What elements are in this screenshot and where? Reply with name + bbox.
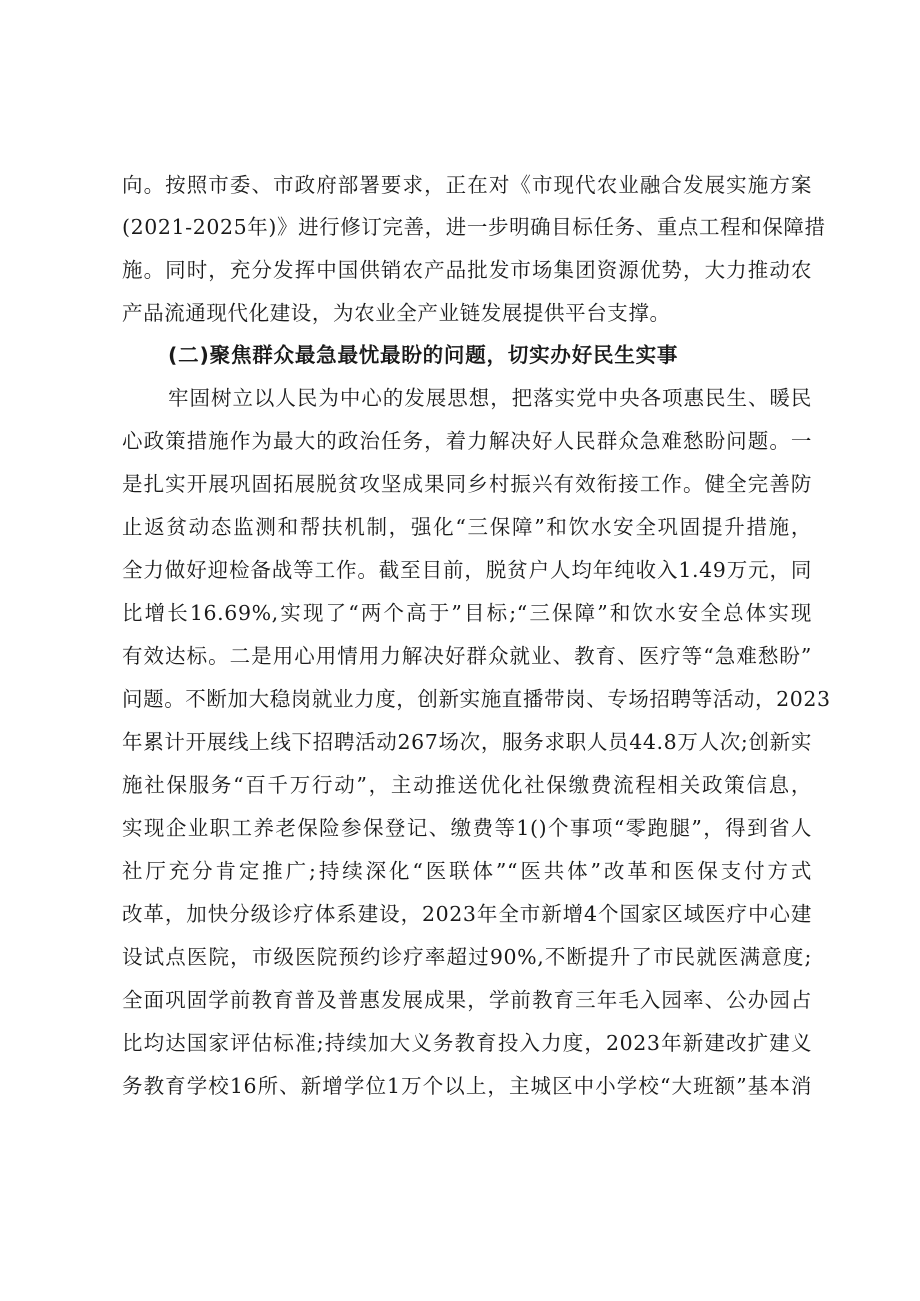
text-line: (2021-2025年)》进行修订完善，进一步明确目标任务、重点工程和保障措 [122, 215, 826, 239]
text-line: 社厅充分肯定推广;持续深化“医联体”“医共体”改革和医保支付方式 [122, 859, 812, 883]
text-line: 设试点医院，市级医院预约诊疗率超过90%,不断提升了市民就医满意度; [122, 945, 812, 969]
text-line: 产品流通现代化建设，为农业全产业链发展提供平台支撑。 [122, 301, 671, 325]
text-line: 比均达国家评估标准;持续加大义务教育投入力度，2023年新建改扩建义 [122, 1031, 812, 1055]
text-line: 有效达标。二是用心用情用力解决好群众就业、教育、医疗等“急难愁盼” [122, 644, 812, 668]
text-line: 全力做好迎检备战等工作。截至目前，脱贫户人均年纯收入1.49万元，同 [122, 558, 812, 582]
text-line: 务教育学校16所、新增学位1万个以上，主城区中小学校“大班额”基本消 [122, 1074, 812, 1098]
text-line: 施社保服务“百千万行动”，主动推送优化社保缴费流程相关政策信息， [122, 773, 812, 797]
text-line: 牢固树立以人民为中心的发展思想，把落实党中央各项惠民生、暖民 [168, 386, 812, 410]
text-line: 向。按照市委、市政府部署要求，正在对《市现代农业融合发展实施方案 [122, 173, 812, 197]
text-line: 止返贫动态监测和帮扶机制，强化“三保障”和饮水安全巩固提升措施， [122, 515, 812, 539]
text-line: 问题。不断加大稳岗就业力度，创新实施直播带岗、专场招聘等活动，2023 [122, 687, 831, 711]
text-line: 比增长16.69%,实现了“两个高于”目标;“三保障”和饮水安全总体实现 [122, 601, 812, 625]
section-heading: (二)聚焦群众最急最忧最盼的问题，切实办好民生实事 [168, 343, 679, 367]
text-line: 实现企业职工养老保险参保登记、缴费等1()个事项“零跑腿”，得到省人 [122, 816, 812, 840]
text-line: 全面巩固学前教育普及普惠发展成果，学前教育三年毛入园率、公办园占 [122, 988, 812, 1012]
text-line: 改革，加快分级诊疗体系建设，2023年全市新增4个国家区域医疗中心建 [122, 902, 812, 926]
text-line: 施。同时，充分发挥中国供销农产品批发市场集团资源优势，大力推动农 [122, 258, 812, 282]
text-line: 是扎实开展巩固拓展脱贫攻坚成果同乡村振兴有效衔接工作。健全完善防 [122, 472, 812, 496]
text-line: 心政策措施作为最大的政治任务，着力解决好人民群众急难愁盼问题。一 [122, 429, 812, 453]
text-line: 年累计开展线上线下招聘活动267场次，服务求职人员44.8万人次;创新实 [122, 730, 812, 754]
